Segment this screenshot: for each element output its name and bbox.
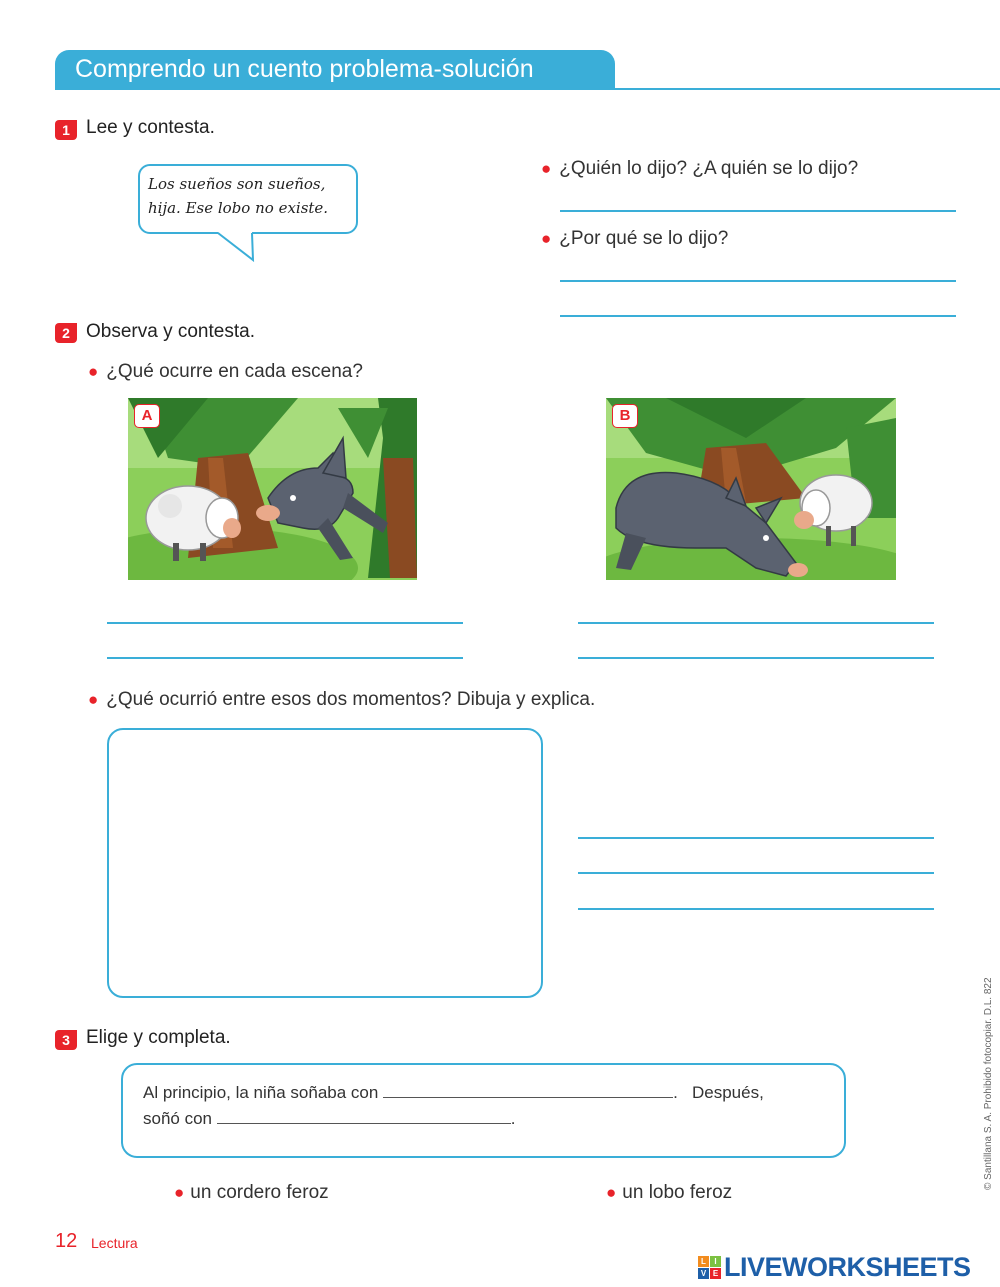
page-number: 12 — [55, 1230, 78, 1252]
answer-line-scene-b-1[interactable] — [578, 622, 934, 624]
bullet-dot: ● — [541, 229, 552, 248]
answer-line-who-said[interactable] — [560, 210, 956, 212]
question-each-scene: ● ¿Qué ocurre en cada escena? — [88, 361, 363, 382]
speech-bubble-tail — [216, 232, 256, 262]
option-lobo-feroz[interactable]: ● un lobo feroz — [606, 1182, 733, 1203]
answer-line-why-said-2[interactable] — [560, 315, 956, 317]
scene-b-illustration — [606, 398, 896, 580]
question-who-said: ● ¿Quién lo dijo? ¿A quién se lo dijo? — [541, 158, 859, 179]
logo-text: LIVEWORKSHEETS — [724, 1252, 971, 1282]
title-underline — [55, 88, 1000, 90]
wolf-sheep-scene-b-image — [606, 398, 896, 580]
speech-bubble — [138, 164, 358, 234]
bullet-dot: ● — [88, 362, 99, 381]
page-section-name: Lectura — [91, 1235, 138, 1251]
completion-line-1: Al principio, la niña soñaba con . Después, — [143, 1083, 764, 1102]
question-between-moments: ● ¿Qué ocurrió entre esos dos momentos? Dibuja y explica. — [88, 689, 596, 710]
scene-a-illustration — [128, 398, 417, 580]
answer-line-scene-a-2[interactable] — [107, 657, 463, 659]
completion-line-2: soñó con . — [143, 1109, 516, 1128]
answer-line-explain-1[interactable] — [578, 837, 934, 839]
blank-second-dream[interactable] — [217, 1110, 511, 1124]
section-3-number: 3 — [55, 1030, 77, 1050]
completion-box — [121, 1063, 846, 1158]
copyright-notice: © Santillana S. A. Prohibido fotocopiar. D.L. 822 — [983, 977, 994, 1190]
option-cordero-feroz[interactable]: ● un cordero feroz — [174, 1182, 329, 1203]
speech-line-2: hija. Ese lobo no existe. — [148, 199, 329, 217]
answer-line-explain-3[interactable] — [578, 908, 934, 910]
wolf-sheep-scene-a-image — [128, 398, 417, 580]
logo-squares-icon: L I V E — [698, 1256, 722, 1280]
bullet-dot: ● — [541, 159, 552, 178]
drawing-box[interactable] — [107, 728, 543, 998]
answer-line-why-said-1[interactable] — [560, 280, 956, 282]
speech-line-1: Los sueños son sueños, — [148, 175, 326, 193]
question-why-said: ● ¿Por qué se lo dijo? — [541, 228, 729, 249]
blank-first-dream[interactable] — [383, 1084, 673, 1098]
title-banner — [55, 50, 615, 90]
scene-b-label: B — [612, 404, 638, 428]
bullet-dot: ● — [174, 1183, 185, 1202]
scene-a-label: A — [134, 404, 160, 428]
answer-line-explain-2[interactable] — [578, 872, 934, 874]
page-title: Comprendo un cuento problema-solución — [75, 55, 534, 83]
answer-line-scene-a-1[interactable] — [107, 622, 463, 624]
section-2-title: Observa y contesta. — [86, 321, 255, 342]
answer-line-scene-b-2[interactable] — [578, 657, 934, 659]
section-3-title: Elige y completa. — [86, 1027, 231, 1048]
bullet-dot: ● — [88, 690, 99, 709]
section-1-number: 1 — [55, 120, 77, 140]
section-1-title: Lee y contesta. — [86, 117, 215, 138]
section-2-number: 2 — [55, 323, 77, 343]
bullet-dot: ● — [606, 1183, 617, 1202]
speech-bubble-text — [148, 172, 328, 220]
